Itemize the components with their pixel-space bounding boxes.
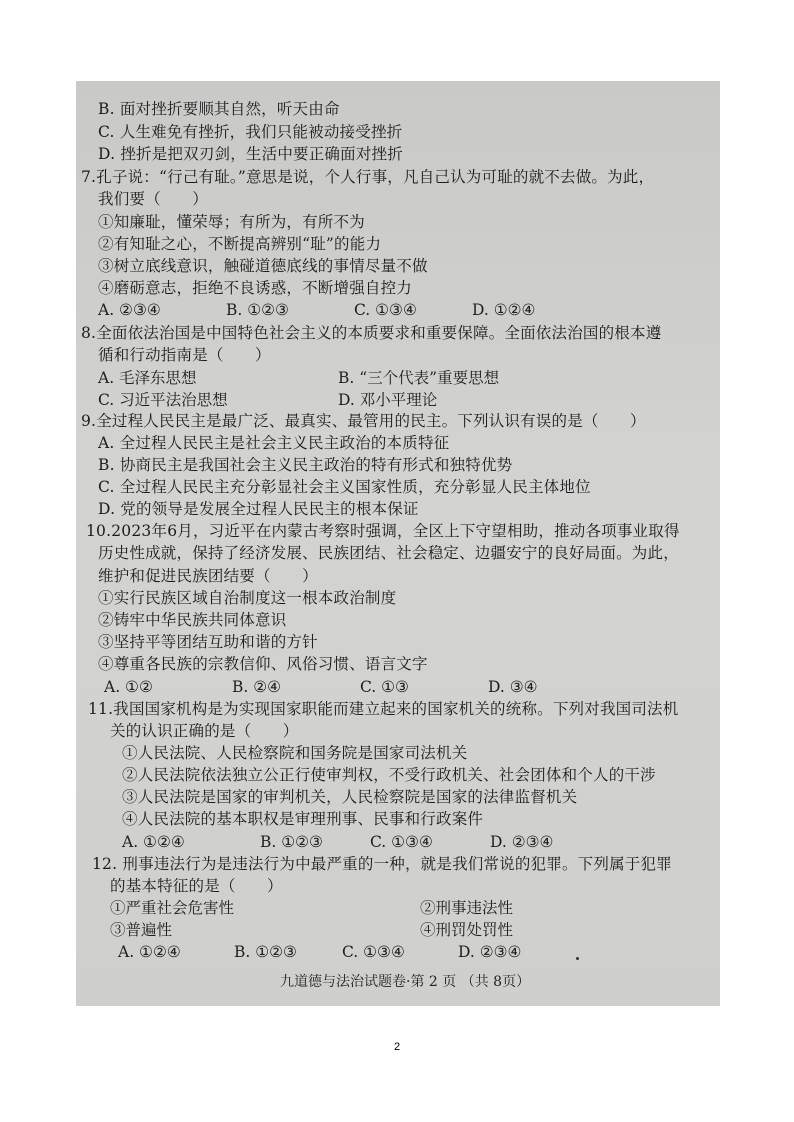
answer-option: A. 毛泽东思想 [98, 369, 197, 387]
answer-option: A. ②③④ [98, 301, 161, 319]
answer-option: A. ①②④ [122, 833, 185, 851]
text-line: ③坚持平等团结互助和谐的方针 [98, 633, 318, 651]
text-line: ④人民法院的基本职权是审理刑事、民事和行政案件 [122, 810, 484, 828]
text-line: 历史性成就，保持了经济发展、民族团结、社会稳定、边疆安宁的良好局面。为此， [98, 544, 679, 562]
answer-option: D. ②③④ [458, 943, 522, 961]
text-line: 关的认识正确的是（ ） [110, 722, 299, 740]
answer-option: B. ①②③ [226, 301, 289, 319]
answer-option: D. ①②④ [472, 301, 536, 319]
text-line: A. 全过程人民民主是社会主义民主政治的本质特征 [98, 434, 450, 452]
text-line: D. 挫折是把双刃剑，生活中要正确面对挫折 [98, 145, 403, 163]
answer-option: B. ②④ [232, 678, 282, 696]
answer-option: A. ①②④ [118, 943, 181, 961]
text-line: 的基本特征的是（ ） [110, 877, 283, 895]
answer-option: A. ①② [104, 678, 153, 696]
text-line: ②人民法院依法独立公正行使审判权，不受行政机关、社会团体和个人的干涉 [122, 766, 656, 784]
text-line: ①知廉耻，懂荣辱；有所为，有所不为 [98, 213, 365, 231]
text-line: 12. 刑事违法行为是违法行为中最严重的一种，就是我们常说的犯罪。下列属于犯罪 [92, 855, 672, 873]
answer-option: D. 邓小平理论 [338, 391, 438, 409]
answer-option: B. ①②③ [234, 943, 297, 961]
text-line: 11.我国国家机构是为实现国家职能而建立起来的国家机关的统称。下列对我国司法机 [88, 700, 679, 718]
text-line: 9.全过程人民民主是最广泛、最真实、最管用的民主。下列认识有误的是（ ） [81, 412, 646, 430]
answer-option: ③普遍性 [110, 921, 173, 939]
text-line: ③人民法院是国家的审判机关，人民检察院是国家的法律监督机关 [122, 788, 578, 806]
text-line: ①实行民族区域自治制度这一根本政治制度 [98, 589, 397, 607]
text-line: ②有知耻之心，不断提高辨别“耻”的能力 [98, 235, 382, 253]
text-line: B. 协商民主是我国社会主义民主政治的特有形式和独特优势 [98, 456, 513, 474]
text-line: ④磨砺意志，拒绝不良诱惑，不断增强自控力 [98, 279, 413, 297]
answer-option: ④刑罚处罚性 [420, 921, 514, 939]
answer-option: C. 习近平法治思想 [98, 391, 228, 409]
text-line: 10.2023年6月，习近平在内蒙古考察时强调，全区上下守望相助，推动各项事业取得 [86, 522, 680, 540]
answer-option: D. ③④ [488, 678, 538, 696]
text-line: C. 人生难免有挫折，我们只能被动接受挫折 [98, 123, 403, 141]
answer-option: D. ②③④ [490, 833, 554, 851]
speck-mark [576, 957, 579, 960]
text-line: C. 全过程人民民主充分彰显社会主义国家性质，充分彰显人民主体地位 [98, 478, 591, 496]
answer-option: ②刑事违法性 [420, 899, 514, 917]
answer-option: B. ①②③ [260, 833, 323, 851]
text-line: D. 党的领导是发展全过程人民民主的根本保证 [98, 500, 419, 518]
answer-option: B. “三个代表”重要思想 [338, 369, 500, 387]
text-line: ③树立底线意识，触碰道德底线的事情尽量不做 [98, 257, 428, 275]
text-line: 我们要（ ） [98, 190, 208, 208]
scanned-page-photo [76, 81, 720, 1006]
text-line: 7.孔子说：“行己有耻。”意思是说，个人行事，凡自己认为可耻的就不去做。为此， [81, 168, 655, 186]
text-line: B. 面对挫折要顺其自然，听天由命 [98, 100, 340, 118]
answer-option: C. ①③④ [354, 301, 417, 319]
page-number: 2 [393, 1041, 401, 1053]
answer-option: C. ①③ [360, 678, 409, 696]
exam-footer: 九道德与法治试题卷·第 2 页 （共 8页） [280, 974, 531, 990]
answer-option: ①严重社会危害性 [110, 899, 235, 917]
text-line: 循和行动指南是（ ） [98, 346, 271, 364]
text-line: 维护和促进民族团结要（ ） [98, 567, 318, 585]
answer-option: C. ①③④ [370, 833, 433, 851]
answer-option: C. ①③④ [342, 943, 405, 961]
text-line: ①人民法院、人民检察院和国务院是国家司法机关 [122, 744, 468, 762]
text-line: ④尊重各民族的宗教信仰、风俗习惯、语言文字 [98, 655, 428, 673]
text-line: ②铸牢中华民族共同体意识 [98, 611, 287, 629]
text-line: 8.全面依法治国是中国特色社会主义的本质要求和重要保障。全面依法治国的根本遵 [81, 324, 662, 342]
